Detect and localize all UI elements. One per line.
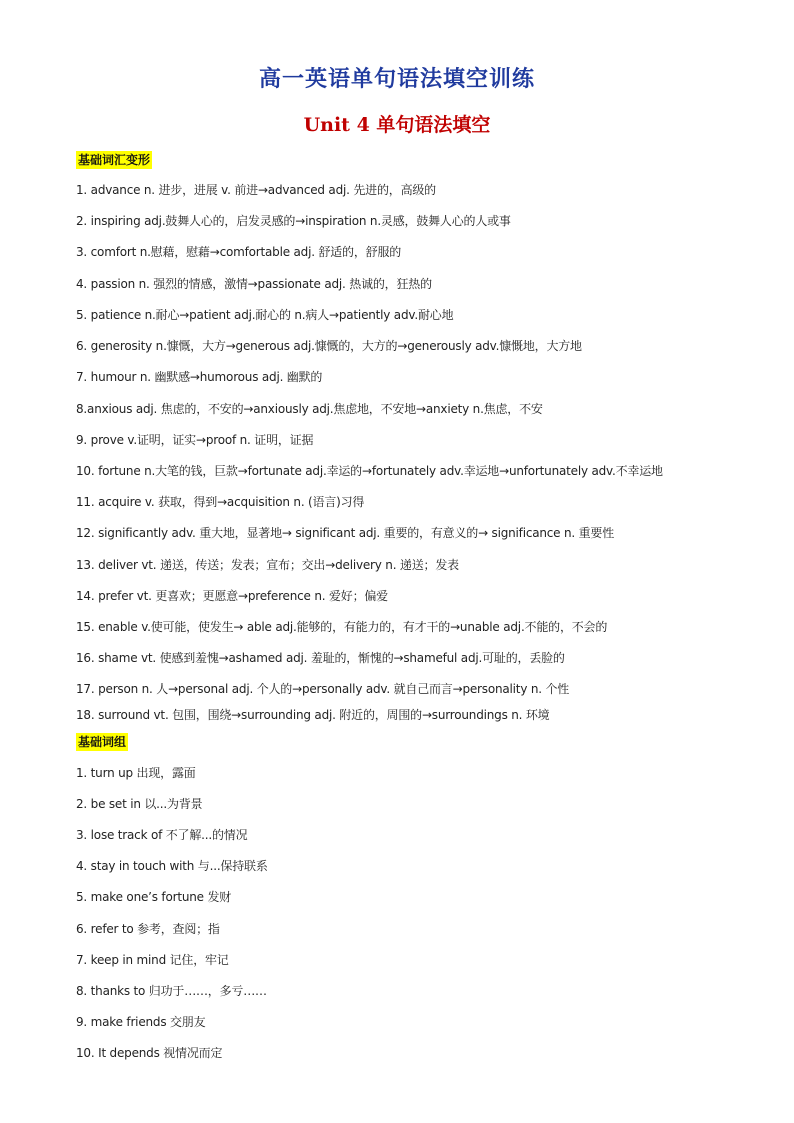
phrase-item: 10. It depends 视情况而定 — [76, 1046, 223, 1060]
document-title: 高一英语单句语法填空训练 — [258, 66, 535, 92]
vocab-item: 8.anxious adj. 焦虑的，不安的→anxiously adj.焦虑地，不安地→anxiety n.焦虑，不安 — [76, 402, 543, 416]
phrase-item: 5. make one’s fortune 发财 — [76, 890, 232, 904]
vocab-item: 6. generosity n.慷慨，大方→generous adj.慷慨的，大方的→generously adv.慷慨地，大方地 — [76, 339, 582, 353]
phrase-item: 8. thanks to 归功于……，多亏…… — [76, 984, 267, 998]
vocab-item: 4. passion n. 强烈的情感，激情→passionate adj. 热诚的，狂热的 — [76, 277, 432, 291]
vocab-item: 17. person n. 人→personal adj. 个人的→personally adv. 就自己而言→personality n. 个性 — [76, 682, 570, 696]
section-label-phrases: 基础词组 — [78, 735, 127, 749]
vocab-item: 18. surround vt. 包围，围绕→surrounding adj. 附近的，周围的→surroundings n. 环境 — [76, 708, 550, 722]
vocab-item: 9. prove v.证明，证实→proof n. 证明，证据 — [76, 433, 314, 447]
section-label-vocab-forms: 基础词汇变形 — [78, 153, 151, 167]
phrase-item: 6. refer to 参考，查阅；指 — [76, 922, 220, 936]
vocab-item: 12. significantly adv. 重大地，显著地→ significant adj. 重要的，有意义的→ significance n. 重要性 — [76, 526, 615, 540]
vocab-item: 16. shame vt. 使感到羞愧→ashamed adj. 羞耻的，惭愧的→shameful adj.可耻的，丢脸的 — [76, 651, 565, 665]
document-subtitle: Unit 4 单句语法填空 — [303, 114, 491, 136]
phrase-item: 4. stay in touch with 与...保持联系 — [76, 859, 268, 873]
phrase-item: 9. make friends 交朋友 — [76, 1015, 206, 1029]
phrase-item: 3. lose track of 不了解...的情况 — [76, 828, 248, 842]
vocab-item: 1. advance n. 进步，进展 v. 前进→advanced adj. 先进的，高级的 — [76, 183, 436, 197]
vocab-item: 2. inspiring adj.鼓舞人心的，启发灵感的→inspiration n.灵感，鼓舞人心的人或事 — [76, 214, 511, 228]
vocab-item: 3. comfort n.慰藉，慰藉→comfortable adj. 舒适的，舒服的 — [76, 245, 402, 259]
vocab-item: 5. patience n.耐心→patient adj.耐心的 n.病人→patiently adv.耐心地 — [76, 308, 454, 322]
phrase-item: 7. keep in mind 记住，牢记 — [76, 953, 229, 967]
vocab-item: 14. prefer vt. 更喜欢；更愿意→preference n. 爱好；偏爱 — [76, 589, 388, 603]
vocab-item: 11. acquire v. 获取，得到→acquisition n. (语言)习得 — [76, 495, 365, 509]
vocab-item: 13. deliver vt. 递送，传送；发表；宣布；交出→delivery n. 递送；发表 — [76, 558, 459, 572]
phrase-item: 2. be set in 以...为背景 — [76, 797, 203, 811]
vocab-item: 10. fortune n.大笔的钱，巨款→fortunate adj.幸运的→fortunately adv.幸运地→unfortunately adv.不幸运地 — [76, 464, 663, 478]
vocab-item: 15. enable v.使可能，使发生→ able adj.能够的，有能力的，有才干的→unable adj.不能的，不会的 — [76, 620, 608, 634]
phrase-item: 1. turn up 出现，露面 — [76, 766, 196, 780]
vocab-item: 7. humour n. 幽默感→humorous adj. 幽默的 — [76, 370, 323, 384]
